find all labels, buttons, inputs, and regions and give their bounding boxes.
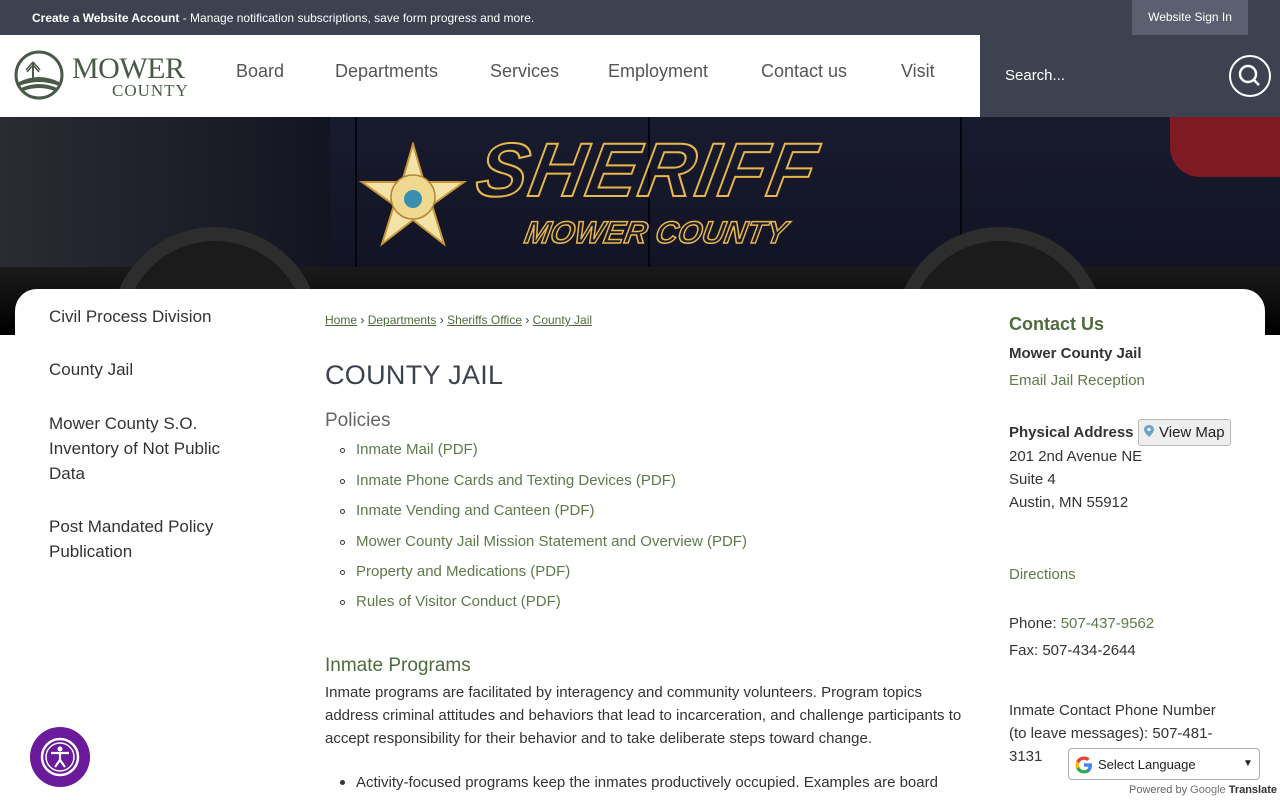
policy-link-property[interactable]: Property and Medications (PDF): [356, 563, 571, 580]
policy-link-vending[interactable]: Inmate Vending and Canteen (PDF): [356, 502, 595, 519]
directions-link[interactable]: Directions: [1009, 566, 1076, 583]
contact-name: Mower County Jail: [1009, 345, 1142, 362]
nav-employment[interactable]: Employment: [608, 61, 709, 81]
view-map-label: View Map: [1159, 424, 1225, 441]
list-bullet: [340, 600, 345, 605]
nav-visit[interactable]: Visit: [901, 61, 935, 81]
page-title: COUNTY JAIL: [325, 360, 504, 390]
list-bullet: [340, 479, 345, 484]
breadcrumb-separator: ›: [522, 313, 533, 327]
account-message: [32, 11, 534, 25]
policy-link-visitor-conduct[interactable]: Rules of Visitor Conduct (PDF): [356, 593, 561, 610]
inmate-phone-line-3: 3131: [1009, 748, 1043, 765]
phone-label: Phone:: [1009, 615, 1061, 632]
language-select-label: Select Language: [1098, 757, 1196, 772]
list-bullet: [340, 780, 345, 785]
powered-label: Powered by: [1129, 784, 1191, 796]
policy-link-inmate-mail[interactable]: Inmate Mail (PDF): [356, 441, 478, 458]
breadcrumb-separator: ›: [357, 313, 368, 327]
powered-by-google: [1129, 784, 1277, 796]
sidebar-item-county-jail[interactable]: County Jail: [49, 360, 134, 379]
inmate-phone-line-1: Inmate Contact Phone Number: [1009, 702, 1216, 719]
phone-link[interactable]: 507-437-9562: [1060, 615, 1155, 632]
accessibility-button[interactable]: [30, 727, 90, 787]
breadcrumb-home[interactable]: Home: [325, 313, 358, 327]
hero-sheriff-text: SHERIFF: [470, 128, 825, 213]
language-select[interactable]: [1068, 748, 1260, 780]
address-line-2: Suite 4: [1009, 471, 1056, 488]
address-line-3: Austin, MN 55912: [1009, 494, 1129, 511]
nav-contact-us[interactable]: Contact us: [761, 61, 848, 81]
sidebar-item-inventory[interactable]: Mower County S.O. Inventory of Not Public Data: [49, 414, 221, 483]
programs-heading: Inmate Programs: [325, 655, 471, 676]
hero-county-text: MOWER COUNTY: [522, 215, 790, 250]
sign-in-button[interactable]: Website Sign In: [1132, 0, 1248, 35]
inmate-phone-line-2: (to leave messages): 507-481-: [1009, 725, 1213, 742]
site-header: [0, 35, 980, 117]
email-link[interactable]: Email Jail Reception: [1009, 372, 1145, 389]
search-icon: [1231, 57, 1269, 95]
breadcrumb-county-jail[interactable]: County Jail: [532, 313, 593, 327]
account-message-text: - Manage notification subscriptions, save form progress and more.: [179, 11, 535, 25]
programs-paragraph: Inmate programs are facilitated by interagency and community volunteers. Program topics address criminal attitudes and behaviors that lead to incarceration, and challenge participants to accept responsibility for their behavior and to take deliberate steps toward change.: [325, 684, 962, 747]
contact-heading: Contact Us: [1009, 314, 1105, 334]
map-pin-icon: [1144, 425, 1154, 437]
accessibility-icon: [30, 727, 90, 787]
phone-row: [1009, 615, 1154, 632]
logo-text-county: COUNTY: [112, 81, 189, 100]
list-bullet: [340, 540, 345, 545]
logo-emblem-icon: [14, 50, 64, 100]
breadcrumb-sheriffs-office[interactable]: Sheriffs Office: [447, 313, 522, 327]
search-box: [980, 35, 1280, 117]
breadcrumb: [325, 313, 592, 327]
nav-departments[interactable]: Departments: [335, 61, 439, 81]
sidebar-item-post-policy[interactable]: Post Mandated Policy Publication: [49, 517, 214, 561]
search-button[interactable]: [1229, 55, 1271, 97]
nav-board[interactable]: Board: [236, 61, 285, 81]
policy-link-phone-cards[interactable]: Inmate Phone Cards and Texting Devices (PDF): [356, 472, 676, 489]
county-logo[interactable]: [14, 49, 189, 101]
address-label: Physical Address: [1009, 424, 1134, 441]
chevron-down-icon: ▼: [1243, 758, 1253, 769]
list-bullet: [340, 509, 345, 514]
google-g-icon: [1074, 755, 1094, 775]
sidebar-item-civil-process[interactable]: Civil Process Division: [49, 307, 212, 326]
nav-services[interactable]: Services: [490, 61, 560, 81]
policy-link-mission[interactable]: Mower County Jail Mission Statement and Overview (PDF): [356, 533, 747, 550]
programs-bullet-text: Activity-focused programs keep the inmates productively occupied. Examples are board: [356, 774, 938, 791]
google-label: Google: [1190, 784, 1226, 796]
policies-heading: Policies: [325, 410, 391, 431]
top-notification-bar: [0, 0, 1280, 35]
breadcrumb-separator: ›: [436, 313, 448, 327]
list-bullet: [340, 570, 345, 575]
translate-label[interactable]: Translate: [1228, 784, 1278, 796]
logo-text-mower: MOWER: [72, 52, 185, 85]
search-input[interactable]: Search...: [1005, 67, 1066, 84]
list-bullet: [340, 448, 345, 453]
breadcrumb-departments[interactable]: Departments: [367, 313, 437, 327]
fax-text: Fax: 507-434-2644: [1009, 642, 1136, 659]
sheriff-star-icon: [358, 142, 468, 252]
create-account-link[interactable]: Create a Website Account: [32, 11, 180, 25]
view-map-button[interactable]: [1138, 419, 1231, 446]
address-line-1: 201 2nd Avenue NE: [1009, 448, 1143, 465]
